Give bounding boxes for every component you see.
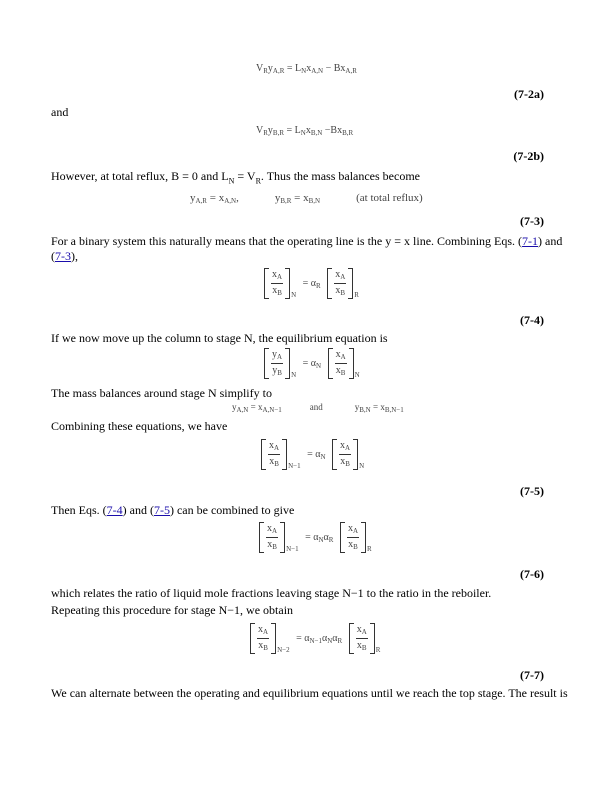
left-vector: $x_A$ $x_B$ N−1 <box>259 522 299 553</box>
right-vector: $x_A$ $x_B$ N <box>328 348 360 379</box>
equation-number-7-2b: (7-2b) <box>513 149 544 163</box>
left-vector: $x_A$ $x_B$ N <box>264 268 296 299</box>
equation-equilibrium-stage-n: $y_A$ $y_B$ N = $\alpha_N$ $x_A$ $x_B$ N <box>264 348 360 379</box>
link-eq-7-3[interactable]: 7-3 <box>55 248 71 263</box>
equation-number-7-3: (7-3) <box>520 214 544 228</box>
paragraph-alternate: We can alternate between the operating and equilibrium equations until we reach the top stage. The result is <box>51 686 568 700</box>
equation-number-7-2a: (7-2a) <box>514 87 544 101</box>
paragraph-total-reflux: However, at total reflux, B = 0 and $L_N = V_R$. Thus the mass balances become <box>51 169 420 186</box>
right-vector: $x_A$ $x_B$ N <box>332 439 364 470</box>
right-vector: $x_A$ $x_B$ R <box>327 268 359 299</box>
link-eq-7-4[interactable]: 7-4 <box>106 503 123 517</box>
paragraph-combining: Combining these equations, we have <box>51 419 228 433</box>
paragraph-repeating: Repeating this procedure for stage N−1, we obtain <box>51 603 294 617</box>
link-eq-7-1[interactable]: 7-1 <box>522 234 539 248</box>
paragraph-binary-system: For a binary system this naturally means that the operating line is the y = x line. Combining Eqs. (7-1) and (7-3), <box>51 234 563 263</box>
equation-number-7-6: (7-6) <box>520 567 544 581</box>
equation-number-7-4: (7-4) <box>520 313 544 327</box>
paragraph-relates: which relates the ratio of liquid mole fractions leaving stage N−1 to the ratio in the reboiler. <box>51 586 492 600</box>
left-vector: $y_A$ $y_B$ N <box>264 348 296 379</box>
equation-7-5: $x_A$ $x_B$ N−1 = $\alpha_N$ $x_A$ $x_B$ N <box>261 439 364 470</box>
equation-7-7: $x_A$ $x_B$ N−2 = $\alpha_{N-1}\alpha_N\alpha_R$ $x_A$ $x_B$ R <box>250 623 380 654</box>
right-vector: $x_A$ $x_B$ R <box>349 623 381 654</box>
paragraph-move-up: If we now move up the column to stage N, the equilibrium equation is <box>51 331 388 345</box>
paragraph-then-eqs: Then Eqs. (7-4) and (7-5) can be combined to give <box>51 503 295 517</box>
equation-simplified-balances: $y_{A,N} = x_{A,N-1}$ and $y_{B,N} = x_{B,N-1}$ <box>232 402 404 414</box>
equation-7-3: $y_{A,R} = x_{A,N}$, $y_{B,R} = x_{B,N}$ (at total reflux) <box>190 192 423 205</box>
left-vector: $x_A$ $x_B$ N−1 <box>261 439 301 470</box>
equation-7-2b: $V_Ry_{B,R} = L_Nx_{B,N} -Bx_{B,R}$ <box>256 125 354 137</box>
equation-number-7-5: (7-5) <box>520 484 544 498</box>
paragraph-mass-balances: The mass balances around stage N simplify to <box>51 386 272 400</box>
link-eq-7-5[interactable]: 7-5 <box>153 503 170 517</box>
equation-7-6: $x_A$ $x_B$ N−1 = $\alpha_N\alpha_R$ $x_A$ $x_B$ R <box>259 522 372 553</box>
text-and: and <box>51 105 69 119</box>
equation-7-2a: $V_Ry_{A,R} = L_Nx_{A,N} - Bx_{A,R}$ <box>256 63 357 75</box>
right-vector: $x_A$ $x_B$ R <box>340 522 372 553</box>
equation-number-7-7: (7-7) <box>520 668 544 682</box>
equation-7-4: $x_A$ $x_B$ N = $\alpha_R$ $x_A$ $x_B$ R <box>264 268 359 299</box>
left-vector: $x_A$ $x_B$ N−2 <box>250 623 290 654</box>
